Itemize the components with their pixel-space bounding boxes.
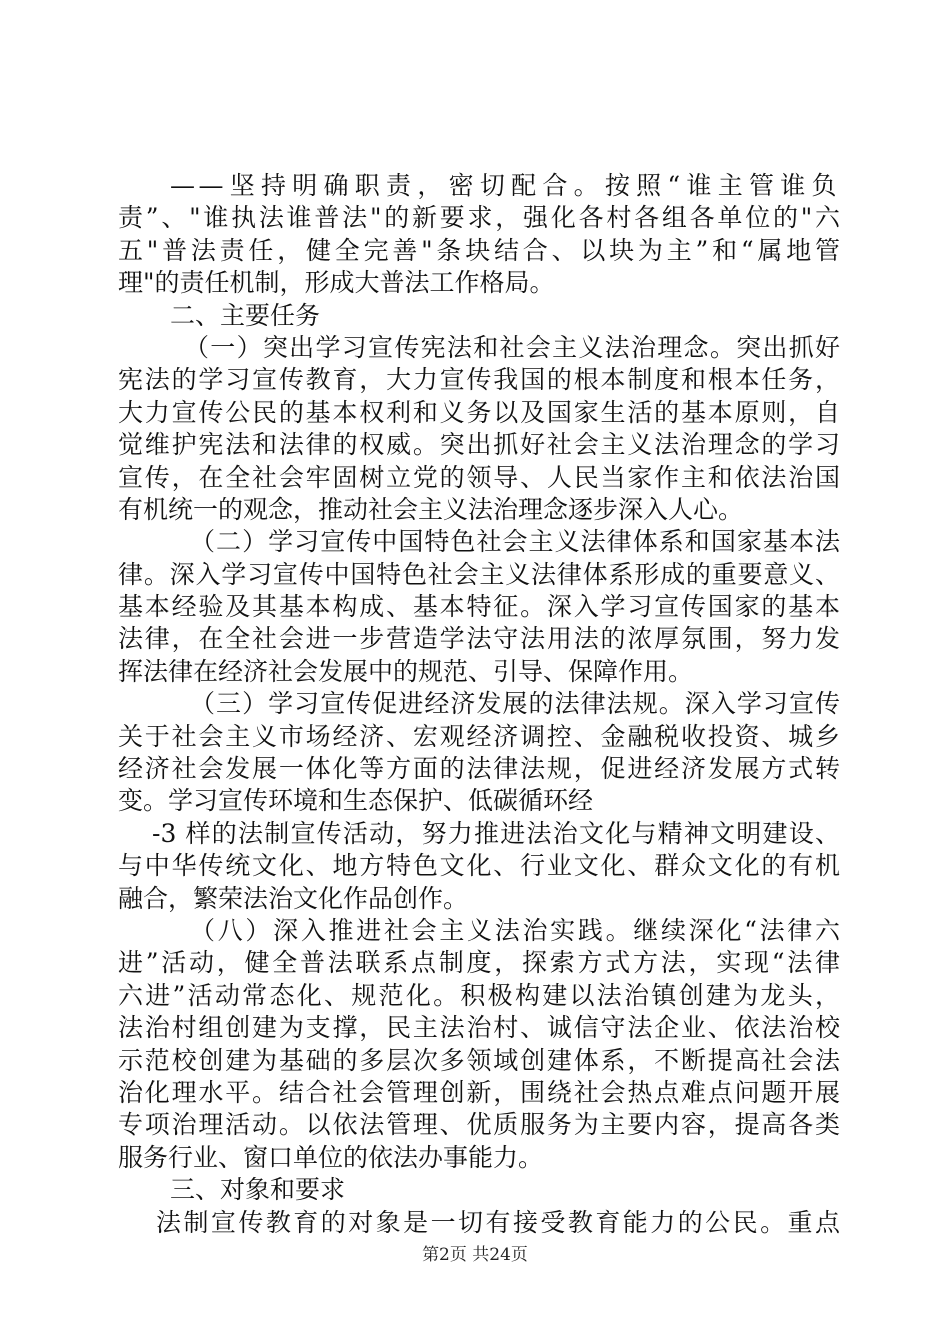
paragraph-line: 法治村组创建为支撑，民主法治村、诚信守法企业、依法治校 bbox=[118, 1013, 840, 1043]
paragraph-line: 示范校创建为基础的多层次多领域创建体系，不断提高社会法 bbox=[118, 1045, 840, 1075]
paragraph-line: 专项治理活动。以依法管理、优质服务为主要内容，提高各类 bbox=[118, 1110, 840, 1140]
paragraph-line: 基本经验及其基本构成、基本特征。深入学习宣传国家的基本 bbox=[118, 592, 840, 622]
paragraph-line: ——坚持明确职责，密切配合。按照“谁主管谁负 bbox=[170, 171, 840, 200]
paragraph-line: 理"的责任机制，形成大普法工作格局。 bbox=[118, 268, 555, 298]
paragraph-line: 关于社会主义市场经济、宏观经济调控、金融税收投资、城乡 bbox=[118, 721, 840, 751]
paragraph-line: 有机统一的观念，推动社会主义法治理念逐步深入人心。 bbox=[118, 494, 744, 524]
paragraph-line: -3 样的法制宣传活动，努力推进法治文化与精神文明建设、 bbox=[152, 818, 840, 848]
paragraph-line: （三）学习宣传促进经济发展的法律法规。深入学习宣传 bbox=[190, 689, 840, 719]
paragraph-line: 宣传，在全社会牢固树立党的领导、人民当家作主和依法治国 bbox=[118, 462, 840, 492]
paragraph-line: 觉维护宪法和法律的权威。突出抓好社会主义法治理念的学习 bbox=[118, 430, 840, 460]
paragraph-line: 与中华传统文化、地方特色文化、行业文化、群众文化的有机 bbox=[118, 851, 840, 881]
paragraph-line: 经济社会发展一体化等方面的法律法规，促进经济发展方式转 bbox=[118, 754, 840, 784]
paragraph-line: 六进”活动常态化、规范化。积极构建以法治镇创建为龙头， bbox=[118, 980, 840, 1010]
paragraph-line: 律。深入学习宣传中国特色社会主义法律体系形成的重要意义、 bbox=[118, 559, 840, 589]
paragraph-line: 挥法律在经济社会发展中的规范、引导、保障作用。 bbox=[118, 656, 694, 686]
document-body bbox=[118, 170, 840, 1239]
paragraph-line: 变。学习宣传环境和生态保护、低碳循环经 bbox=[118, 786, 594, 816]
section-heading: 三、对象和要求 bbox=[170, 1175, 346, 1205]
paragraph-line: （一）突出学习宣传宪法和社会主义法治理念。突出抓好 bbox=[184, 332, 840, 362]
paragraph-line: 服务行业、窗口单位的依法办事能力。 bbox=[118, 1142, 544, 1172]
paragraph-line: 进”活动，健全普法联系点制度，探索方式方法，实现“法律 bbox=[118, 948, 840, 978]
paragraph-line: 五"普法责任，健全完善"条块结合、以块为主”和“属地管 bbox=[118, 235, 840, 265]
page-number-footer: 第2页 共24页 bbox=[422, 1245, 528, 1265]
paragraph-line: （八）深入推进社会主义法治实践。继续深化“法律六 bbox=[190, 915, 840, 945]
paragraph-line: 大力宣传公民的基本权利和义务以及国家生活的基本原则，自 bbox=[118, 397, 840, 427]
paragraph-line: （二）学习宣传中国特色社会主义法律体系和国家基本法 bbox=[190, 527, 840, 557]
paragraph-line: 融合，繁荣法治文化作品创作。 bbox=[118, 883, 469, 913]
paragraph-line: 法制宣传教育的对象是一切有接受教育能力的公民。重点 bbox=[156, 1207, 840, 1237]
paragraph-line: 责”、"谁执法谁普法"的新要求，强化各村各组各单位的"六 bbox=[118, 203, 840, 233]
paragraph-line: 宪法的学习宣传教育，大力宣传我国的根本制度和根本任务， bbox=[118, 365, 840, 395]
paragraph-line: 治化理水平。结合社会管理创新，围绕社会热点难点问题开展 bbox=[118, 1077, 840, 1107]
paragraph-line: 法律，在全社会进一步营造学法守法用法的浓厚氛围，努力发 bbox=[118, 624, 840, 654]
section-heading: 二、主要任务 bbox=[170, 300, 321, 330]
